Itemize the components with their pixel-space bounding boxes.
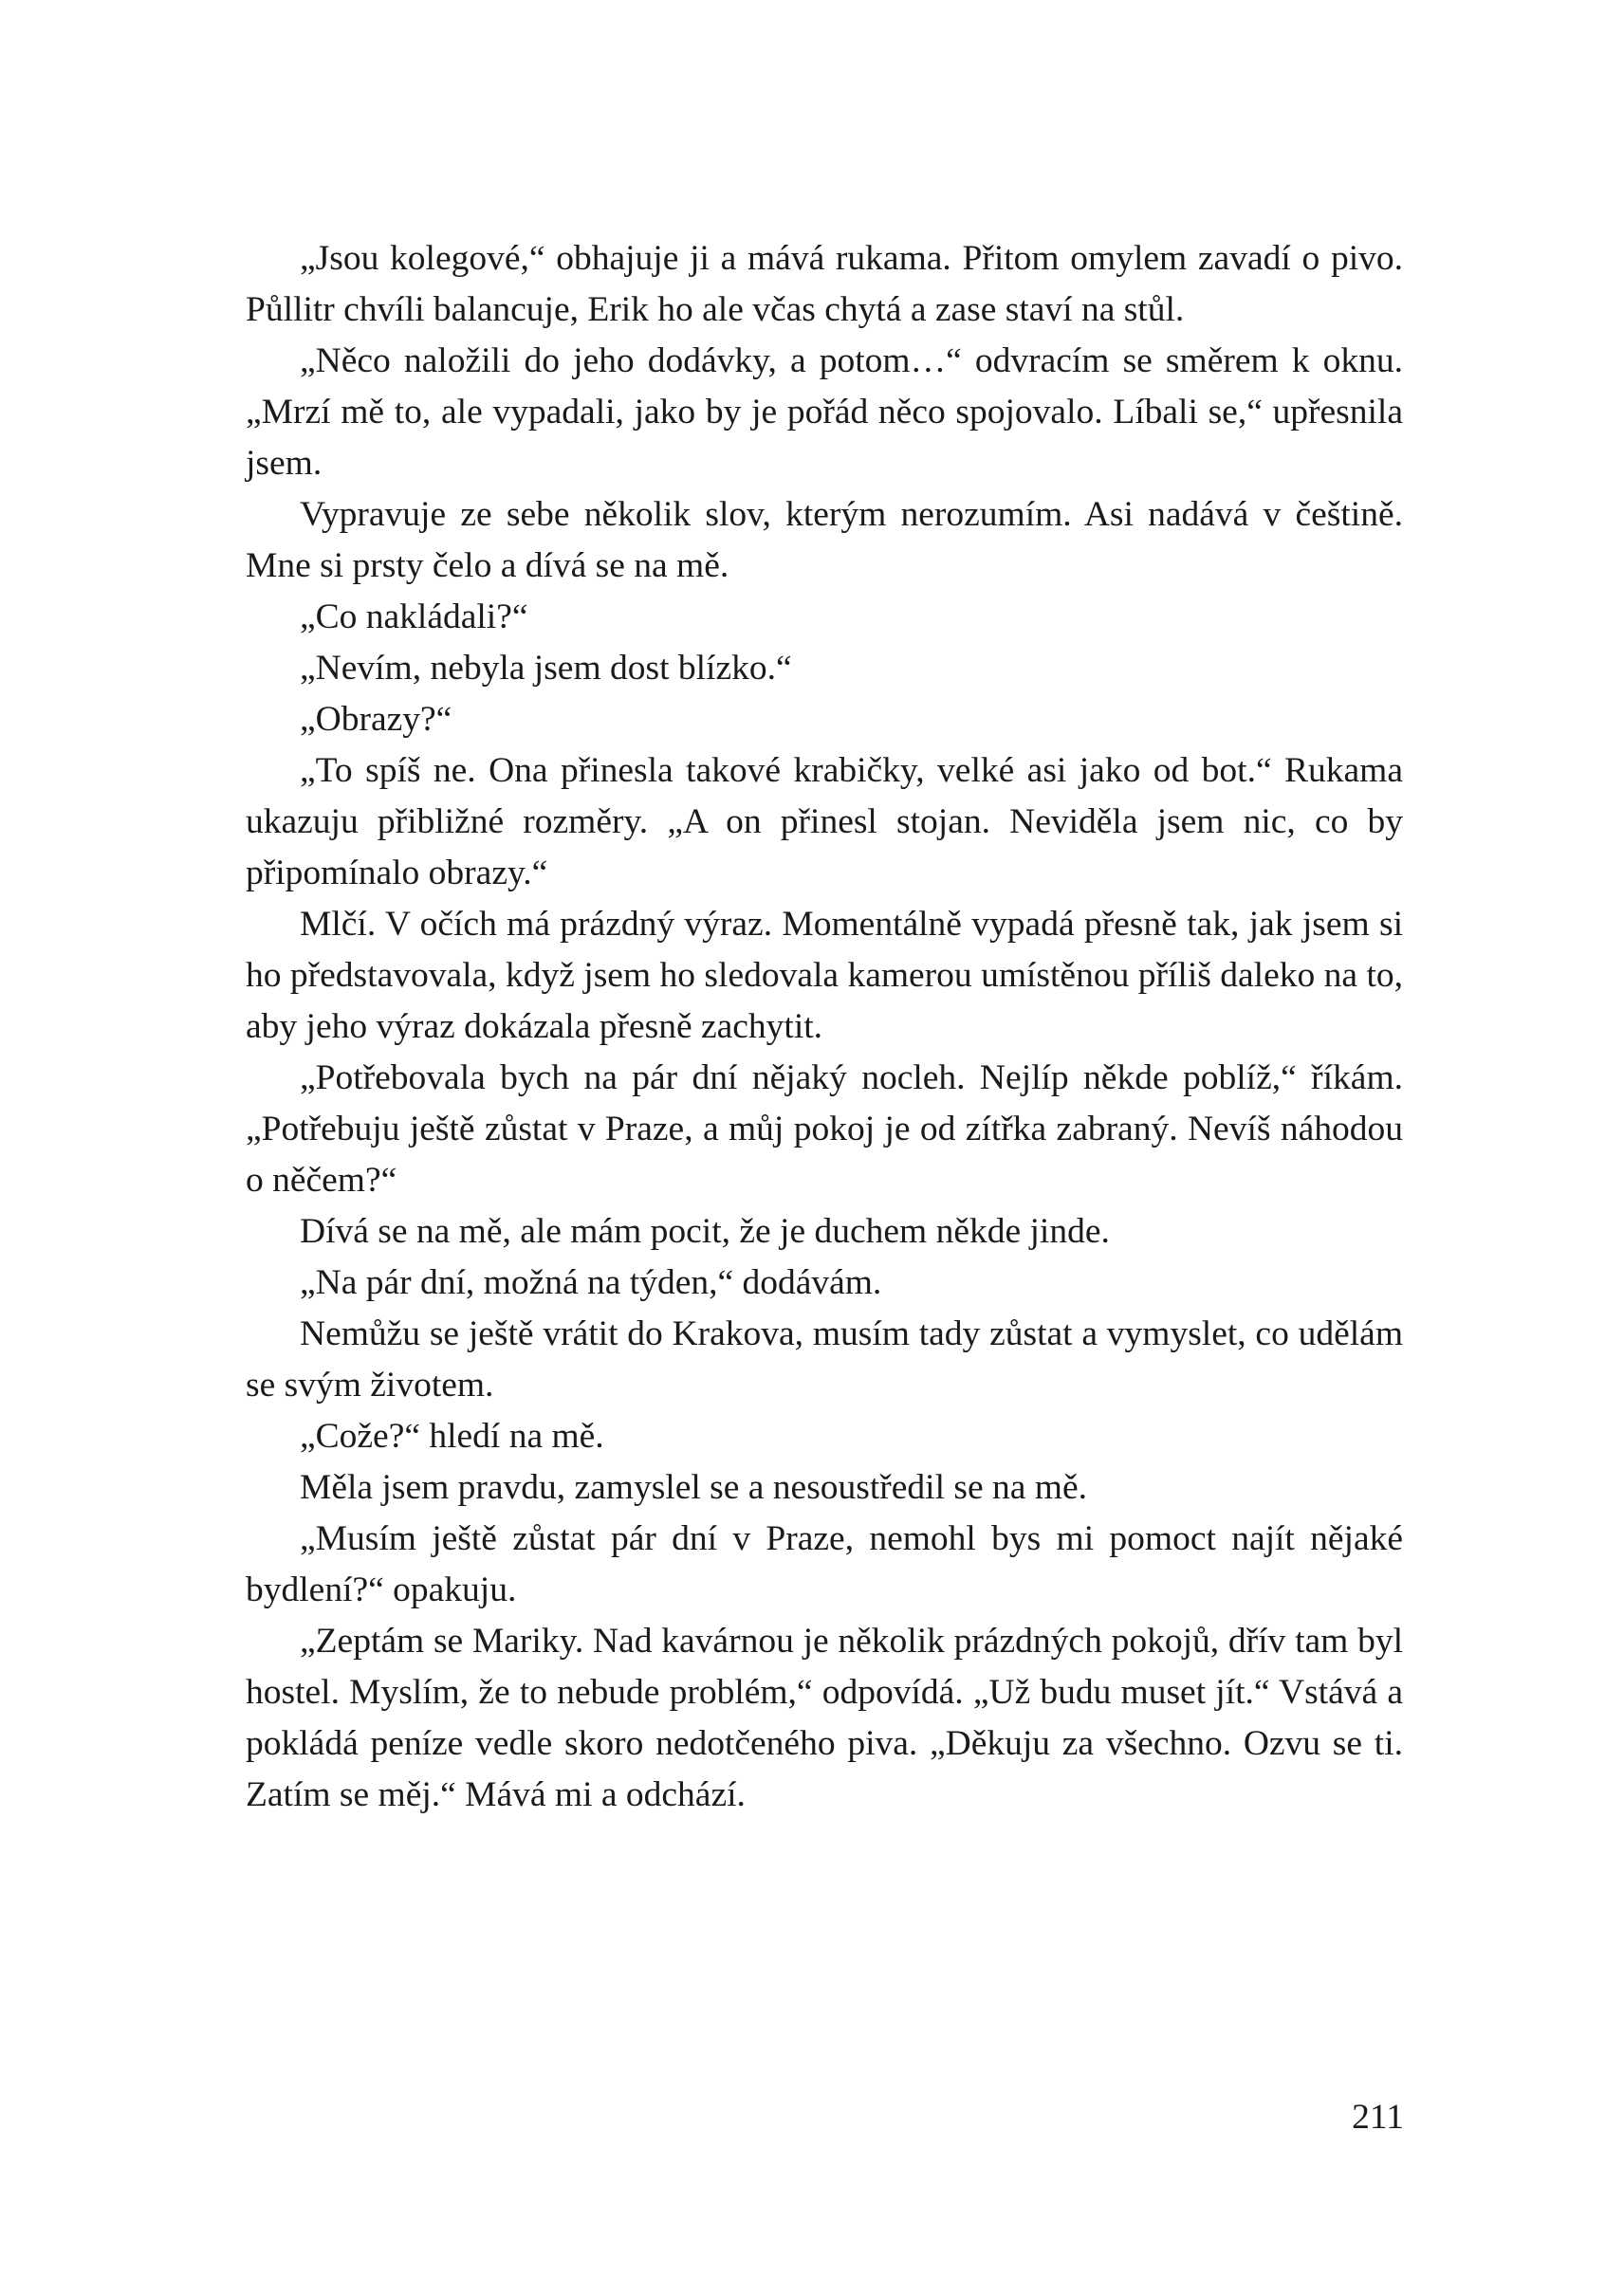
paragraph: Dívá se na mě, ale mám pocit, že je duchem někde jinde. — [300, 1212, 1110, 1251]
paragraph: Mlčí. V očích má prázdný výraz. Momentálně vypadá přesně tak, jak jsem si ho představovala, když jsem ho sledovala kamerou umístěnou příliš daleko na to, aby jeho výraz dokázala přesně zachytit. — [246, 905, 1403, 1046]
paragraph: Měla jsem pravdu, zamyslel se a nesoustředil se na mě. — [300, 1468, 1087, 1507]
paragraph: „Obrazy?“ — [300, 700, 452, 739]
paragraph: „Potřebovala bych na pár dní nějaký nocleh. Nejlíp někde poblíž,“ říkám. „Potřebuju ještě zůstat v Praze, a můj pokoj je od zítřka zabraný. Nevíš náhodou o něčem?“ — [246, 1058, 1403, 1200]
paragraph: „Jsou kolegové,“ obhajuje ji a mává rukama. Přitom omylem zavadí o pivo. Půllitr chvíli balancuje, Erik ho ale včas chytá a zase staví na stůl. — [246, 239, 1403, 329]
body-text — [246, 233, 1403, 1821]
paragraph: „Něco naložili do jeho dodávky, a potom…“ odvracím se směrem k oknu. „Mrzí mě to, ale vypadali, jako by je pořád něco spojovalo. Líbali se,“ upřesnila jsem. — [246, 341, 1403, 483]
paragraph: „Musím ještě zůstat pár dní v Praze, nemohl bys mi pomoct najít nějaké bydlení?“ opakuju. — [246, 1519, 1403, 1609]
paragraph: Vypravuje ze sebe několik slov, kterým nerozumím. Asi nadává v češtině. Mne si prsty čelo a dívá se na mě. — [246, 495, 1403, 585]
paragraph: „Cože?“ hledí na mě. — [300, 1417, 604, 1456]
paragraph: Nemůžu se ještě vrátit do Krakova, musím tady zůstat a vymyslet, co udělám se svým životem. — [246, 1314, 1403, 1405]
paragraph: „Nevím, nebyla jsem dost blízko.“ — [300, 649, 792, 688]
paragraph: „Zeptám se Mariky. Nad kavárnou je několik prázdných pokojů, dřív tam byl hostel. Myslím, že to nebude problém,“ odpovídá. „Už budu muset jít.“ Vstává a pokládá peníze vedle skoro nedotčeného piva. „Děkuju za všechno. Ozvu se ti. Zatím se měj.“ Mává mi a odchází. — [246, 1622, 1403, 1814]
paragraph: „To spíš ne. Ona přinesla takové krabičky, velké asi jako od bot.“ Rukama ukazuju přibližné rozměry. „A on přinesl stojan. Neviděla jsem nic, co by připomínalo obrazy.“ — [246, 751, 1403, 892]
paragraph: „Na pár dní, možná na týden,“ dodávám. — [300, 1263, 882, 1302]
page-number: 211 — [1352, 2098, 1404, 2137]
paragraph: „Co nakládali?“ — [300, 597, 528, 636]
